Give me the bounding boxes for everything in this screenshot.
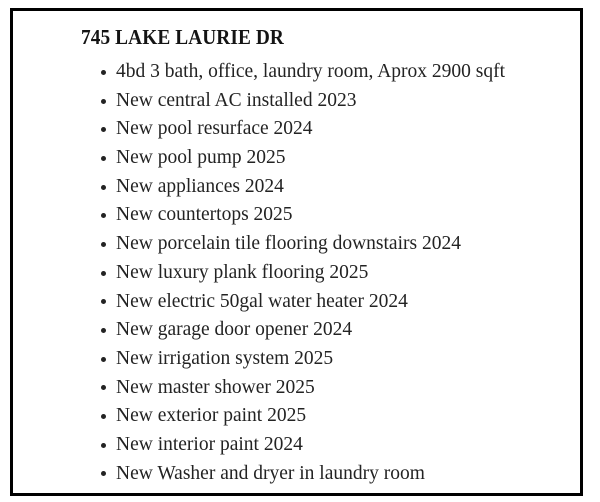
bullet-icon	[101, 242, 106, 247]
list-item	[81, 201, 570, 230]
bullet-icon	[101, 213, 106, 218]
list-item-label: New countertops 2025	[116, 204, 293, 226]
bullet-icon	[101, 414, 106, 419]
list-item-label: New pool resurface 2024	[116, 118, 313, 140]
bullet-icon	[101, 471, 106, 476]
listing-content	[13, 11, 580, 493]
bullet-icon	[101, 443, 106, 448]
list-item-label: New porcelain tile flooring downstairs 2024	[116, 233, 461, 255]
list-item	[81, 144, 570, 173]
list-item	[81, 374, 570, 403]
list-item	[81, 173, 570, 202]
list-item-label: New irrigation system 2025	[116, 347, 334, 369]
bullet-icon	[101, 299, 106, 304]
page-title: 745 LAKE LAURIE DR	[81, 25, 284, 49]
listing-border-frame	[10, 8, 583, 496]
bullet-icon	[101, 156, 106, 161]
list-item-label: New garage door opener 2024	[116, 319, 353, 341]
list-item-label: New master shower 2025	[116, 376, 315, 398]
list-item	[81, 316, 570, 345]
bullet-icon	[101, 127, 106, 132]
list-item	[81, 259, 570, 288]
bullet-icon	[101, 328, 106, 333]
list-item-label: New appliances 2024	[116, 175, 284, 197]
list-item	[81, 288, 570, 317]
list-item-label: New pool pump 2025	[116, 147, 286, 169]
list-item-label: New interior paint 2024	[116, 433, 303, 455]
property-features-list	[81, 58, 570, 488]
bullet-icon	[101, 99, 106, 104]
list-item	[81, 230, 570, 259]
bullet-icon	[101, 357, 106, 362]
list-item-label: 4bd 3 bath, office, laundry room, Aprox 2900 sqft	[116, 61, 506, 82]
list-item	[81, 431, 570, 460]
list-item	[81, 87, 570, 116]
list-item-label: New exterior paint 2025	[116, 405, 307, 427]
bullet-icon	[101, 185, 106, 190]
list-item	[81, 402, 570, 431]
list-item	[81, 345, 570, 374]
list-item	[81, 460, 570, 489]
list-item-label: New Washer and dryer in laundry room	[116, 462, 425, 484]
list-item	[81, 115, 570, 144]
list-item-label: New central AC installed 2023	[116, 89, 357, 111]
list-item-label: New electric 50gal water heater 2024	[116, 290, 408, 312]
list-item-label: New luxury plank flooring 2025	[116, 261, 369, 283]
list-item	[81, 58, 570, 87]
bullet-icon	[101, 271, 106, 276]
bullet-icon	[101, 70, 106, 75]
bullet-icon	[101, 385, 106, 390]
